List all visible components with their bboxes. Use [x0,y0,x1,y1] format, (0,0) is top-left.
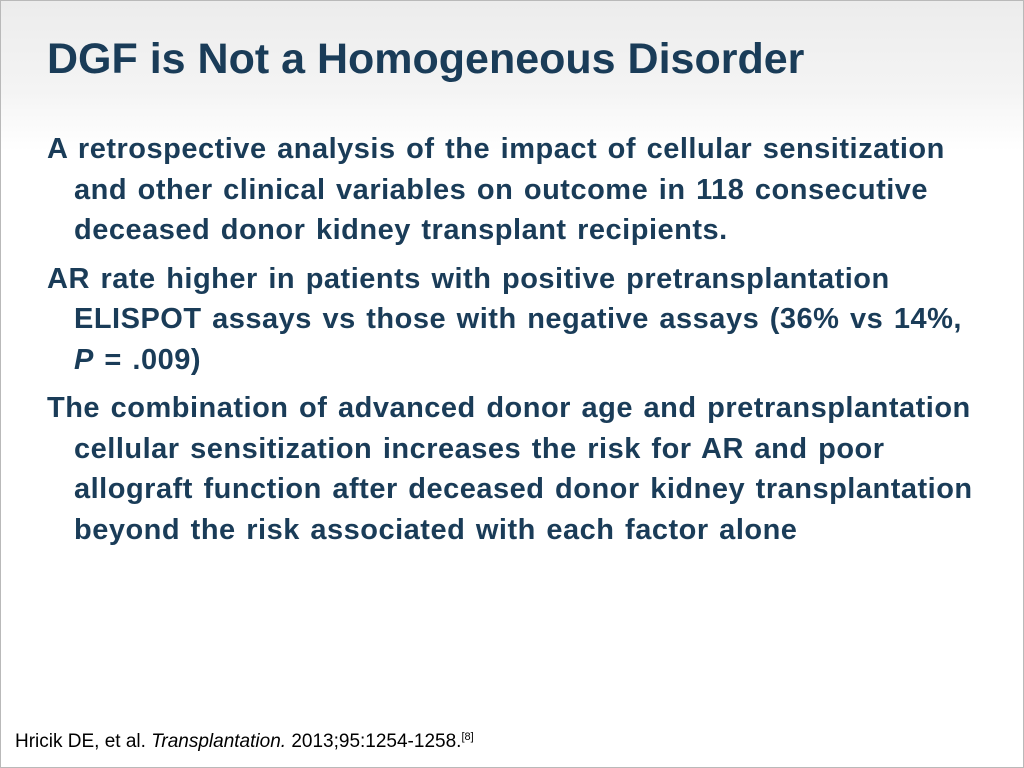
citation-authors: Hricik DE, et al. [15,731,152,752]
bullet-list [47,129,987,558]
p-value-symbol: P [74,343,94,376]
citation-reference-number: [8] [461,731,474,743]
bullet-item-ar-rate [47,259,987,381]
citation-journal: Transplantation. [151,731,287,752]
bullet-text: AR rate higher in patients with positive pretransplantation ELISPOT assays vs those with negative assays (36% vs 14%, [47,262,962,335]
bullet-item-study-description [47,129,987,251]
bullet-item-combination-risk [47,388,987,550]
p-value-text: = .009) [93,343,201,376]
citation-details: 2013;95:1254-1258. [286,731,462,752]
slide-title: DGF is Not a Homogeneous Disorder [47,35,805,83]
citation [15,730,474,754]
bullet-text: The combination of advanced donor age and pretransplantation cellular sensitization increases the risk for AR and poor allograft function after deceased donor kidney transplantation beyond the risk associated with each factor alone [47,392,973,546]
bullet-text: A retrospective analysis of the impact of cellular sensitization and other clinical variables on outcome in 118 consecutive deceased donor kidney transplant recipients. [47,133,945,246]
